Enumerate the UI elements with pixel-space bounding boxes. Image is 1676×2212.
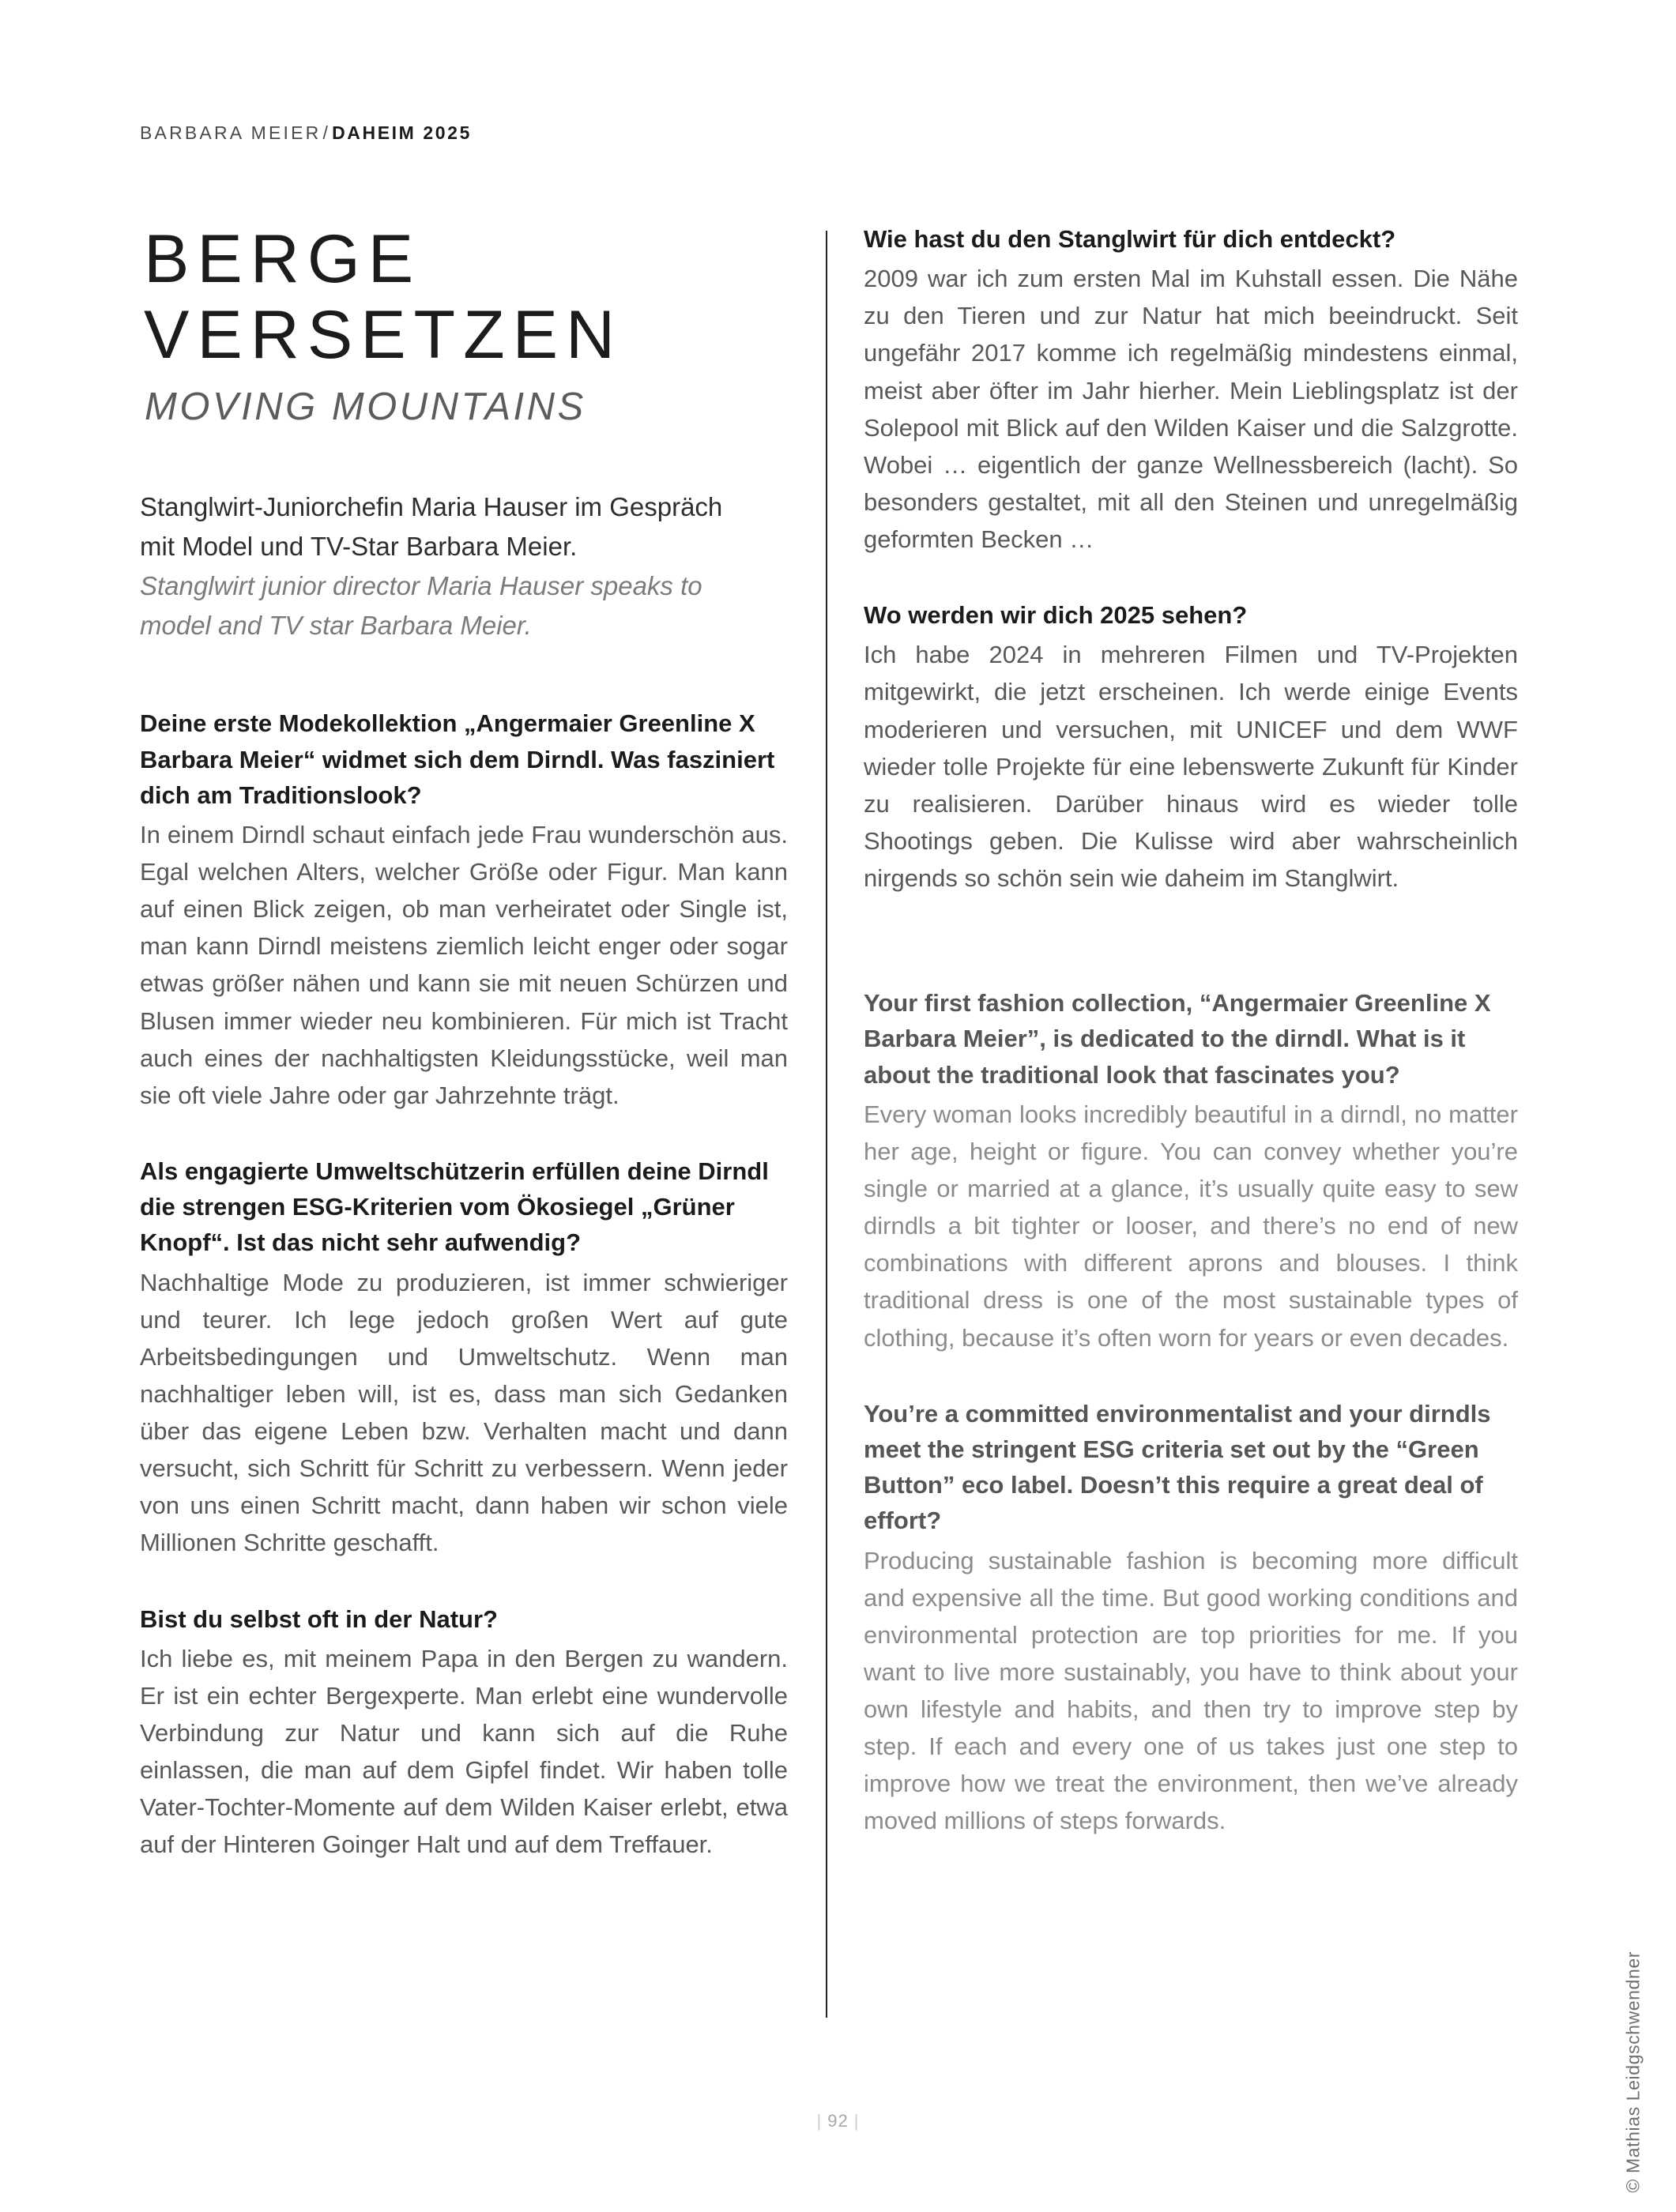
left-column [140,221,788,1863]
qa-item [864,597,1518,897]
running-head [140,122,472,144]
headline-line-2: VERSETZEN [144,297,623,374]
qa-item [140,1601,788,1864]
page-number: 92 [827,2111,849,2131]
running-head-separator: / [322,122,331,143]
qa-item [140,705,788,1114]
question-text: Wie hast du den Stanglwirt für dich entdeckt? [864,225,1396,253]
qa-item-english [864,985,1518,1356]
answer-text: 2009 war ich zum ersten Mal im Kuhstall essen. Die Nähe zu den Tieren und zur Natur hat mich beeindruckt. Seit ungefähr 2017 komme ich regelmäßig mindestens einmal, meist aber öfter im Jahr hierher. Mein Lieblingsplatz ist der Solepool mit Blick auf den Wilden Kaiser und die Salzgrotte. Wobei … eigentlich der ganze Wellnessbereich (lacht). So besonders gestaltet, mit all den Steinen und unregelmäßig geformten Becken … [864,265,1518,554]
qa-item [140,1153,788,1562]
right-column [864,221,1518,1840]
question-text: Wo werden wir dich 2025 sehen? [864,601,1248,630]
question-text: You’re a committed environmentalist and your dirndls meet the stringent ESG criteria set out by the “Green Button” eco label. Doesn’t this require a great deal of effort? [864,1399,1491,1535]
question-text: Your first fashion collection, “Angermaier Greenline X Barbara Meier”, is dedicated to the dirndl. What is it about the traditional look that fascinates you? [864,989,1491,1089]
answer-text: Ich habe 2024 in mehreren Filmen und TV-Projekten mitgewirkt, die jetzt erscheinen. Ich werde einige Events moderieren und versuchen, mit UNICEF und dem WWF wieder tolle Projekte für eine lebenswerte Zukunft für Kinder zu realisieren. Darüber hinaus wird es wieder tolle Shootings geben. Die Kulisse wird aber wahrscheinlich nirgends so schön sein wie daheim im Stanglwirt. [864,641,1518,893]
headline-line-1: BERGE [144,221,422,297]
standfirst-en: Stanglwirt junior director Maria Hauser speaks to model and TV star Barbara Meier. [140,570,702,641]
folio [0,2111,1676,2131]
question-text: Bist du selbst oft in der Natur? [140,1604,498,1633]
headline-subtitle: MOVING MOUNTAINS [145,385,586,428]
answer-text: Nachhaltige Mode zu produzieren, ist immer schwieriger und teurer. Ich lege jedoch großen Wert auf gute Arbeitsbedingungen und Umweltschutz. Wenn man nachhaltiger leben will, ist es, dass man sich Gedanken über das eigene Leben bzw. Verhalten macht und dann versucht, sich Schritt für Schritt zu verbessern. Wenn jeder von uns einen Schritt macht, dann haben wir schon viele Millionen Schritte geschafft. [140,1268,788,1557]
answer-text: Ich liebe es, mit meinem Papa in den Bergen zu wandern. Er ist ein echter Bergexperte. Man erlebt eine wundervolle Verbindung zur Natur und kann sich auf die Ruhe einlassen, die man auf dem Gipfel findet. Wir haben tolle Vater-Tochter-Momente auf dem Wilden Kaiser erlebt, etwa auf der Hinteren Goinger Halt und auf dem Treffauer. [140,1644,788,1859]
running-head-issue: DAHEIM 2025 [332,122,472,143]
answer-text: In einem Dirndl schaut einfach jede Frau wunderschön aus. Egal welchen Alters, welcher Größe oder Figur. Man kann auf einen Blick zeigen, ob man verheiratet oder Single ist, man kann Dirndl meistens ziemlich leicht enger oder sogar etwas größer nähen und kann sie mit neuen Schürzen und Blusen immer wieder neu kombinieren. Für mich ist Tracht auch eines der nachhaltigsten Kleidungsstücke, weil man sie oft viele Jahre oder gar Jahrzehnte trägt. [140,821,788,1109]
answer-text: Producing sustainable fashion is becoming more difficult and expensive all the time. But good working conditions and environmental protection are top priorities for me. If you want to live more sustainably, you have to think about your own lifestyle and habits, and then try to improve step by step. If each and every one of us takes just one step to improve how we treat the environment, then we’ve already moved millions of steps forwards. [864,1546,1518,1835]
page-title [144,221,788,374]
folio-bracket-left: | [816,2111,823,2131]
standfirst [140,487,764,646]
photo-credit: © Mathias Leidgschwendner [1623,1951,1644,2193]
question-text: Als engagierte Umweltschützerin erfüllen deine Dirndl die strengen ESG-Kriterien vom Ökosiegel „Grüner Knopf“. Ist das nicht sehr aufwendig? [140,1157,769,1257]
column-divider [826,231,827,2018]
qa-item [864,221,1518,558]
question-text: Deine erste Modekollektion „Angermaier Greenline X Barbara Meier“ widmet sich dem Dirndl. Was fasziniert dich am Traditionslook? [140,709,775,809]
qa-item-english [864,1396,1518,1840]
standfirst-de: Stanglwirt-Juniorchefin Maria Hauser im Gespräch mit Model und TV-Star Barbara Meier. [140,491,723,561]
answer-text: Every woman looks incredibly beautiful in a dirndl, no matter her age, height or figure. You can convey whether you’re single or married at a glance, it’s usually quite easy to sew dirndls a bit tighter or looser, and there’s no end of new combinations with different aprons and blouses. I think traditional dress is one of the most sustainable types of clothing, because it’s often worn for years or even decades. [864,1100,1518,1352]
folio-bracket-right: | [853,2111,860,2131]
language-section-gap [864,897,1518,985]
running-head-name: BARBARA MEIER [140,122,322,143]
